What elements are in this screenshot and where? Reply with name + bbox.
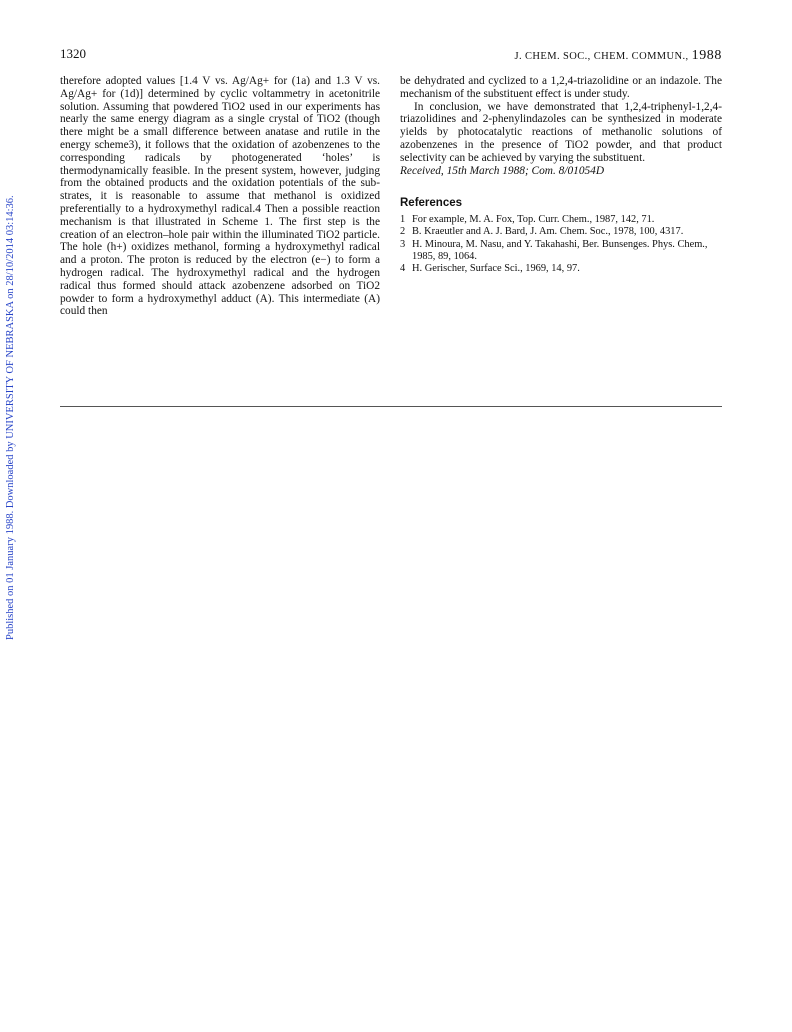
journal-year: 1988	[691, 48, 722, 63]
reference-list	[400, 214, 722, 275]
conclusion-paragraph: In conclusion, we have demonstrated that 1,2,4-triphenyl-1,2,4-triazolidines and 2-phenylindazoles can be synthesized in moderate yields by photocatalytic reactions of methanolic solutions of azobenzenes in the presence of TiO2 powder, and that product selectivity can be achieved by varying the substituent.	[400, 100, 722, 164]
page-number: 1320	[60, 46, 86, 61]
reference-number: 2	[400, 226, 406, 238]
left-column	[60, 75, 380, 318]
reference-text: H. Minoura, M. Nasu, and Y. Takahashi, Ber. Bunsenges. Phys. Chem., 1985, 89, 1064.	[412, 238, 708, 263]
body-paragraph: be dehydrated and cyclized to a 1,2,4-triazolidine or an indazole. The mechanism of the substituent effect is under study.	[400, 75, 722, 100]
journal-title: J. CHEM. SOC., CHEM. COMMUN.,	[514, 51, 689, 62]
reference-text: H. Gerischer, Surface Sci., 1969, 14, 97.	[412, 263, 580, 275]
journal-running-header	[514, 48, 722, 64]
references-heading: References	[400, 197, 463, 210]
download-stamp: Published on 01 January 1988. Downloaded by UNIVERSITY OF NEBRASKA on 28/10/2014 03:14:36.	[5, 195, 16, 640]
reference-number: 3	[400, 238, 406, 250]
reference-item	[400, 214, 722, 226]
reference-item	[400, 263, 722, 275]
reference-item	[400, 239, 722, 264]
right-column	[400, 75, 722, 276]
reference-text: B. Kraeutler and A. J. Bard, J. Am. Chem. Soc., 1978, 100, 4317.	[412, 226, 684, 238]
reference-item	[400, 226, 722, 238]
reference-number: 1	[400, 214, 406, 226]
received-line: Received, 15th March 1988; Com. 8/01054D	[400, 164, 605, 177]
bottom-divider	[60, 406, 722, 407]
reference-text: For example, M. A. Fox, Top. Curr. Chem., 1987, 142, 71.	[412, 214, 655, 226]
body-paragraph: therefore adopted values [1.4 V vs. Ag/Ag+ for (1a) and 1.3 V vs. Ag/Ag+ for (1d)] determined by cyclic voltammetry in acetonitrile solution. Assuming that powdered TiO2 used in our experiments has nearly the same energy diagram as a single crystal of TiO2 (though there might be a small difference between anatase and rutile in the energy scheme3), it follows that the oxidation of azobenzenes to the corresponding radicals by photogenerated ‘holes’ is thermodynamically feasible. In the present system, however, judging from the obtained products and the oxidation potentials of the sub-strates, it is reasonable to assume that methanol is oxidized preferentially to a hydroxymethyl radical.4 Then a possible reaction mechanism is that illustrated in Scheme 1. The first step is the creation of an electron–hole pair within the illuminated TiO2 particle. The hole (h+) oxidizes methanol, forming a hydroxymethyl radical and a proton. The proton is reduced by the electron (e−) to form a hydrogen radical. The hydroxymethyl radical and the hydrogen radical thus formed should attack azobenzene adsorbed on TiO2 powder to form a hydroxymethyl adduct (A). This intermediate (A) could then	[60, 75, 380, 318]
reference-number: 4	[400, 263, 406, 275]
